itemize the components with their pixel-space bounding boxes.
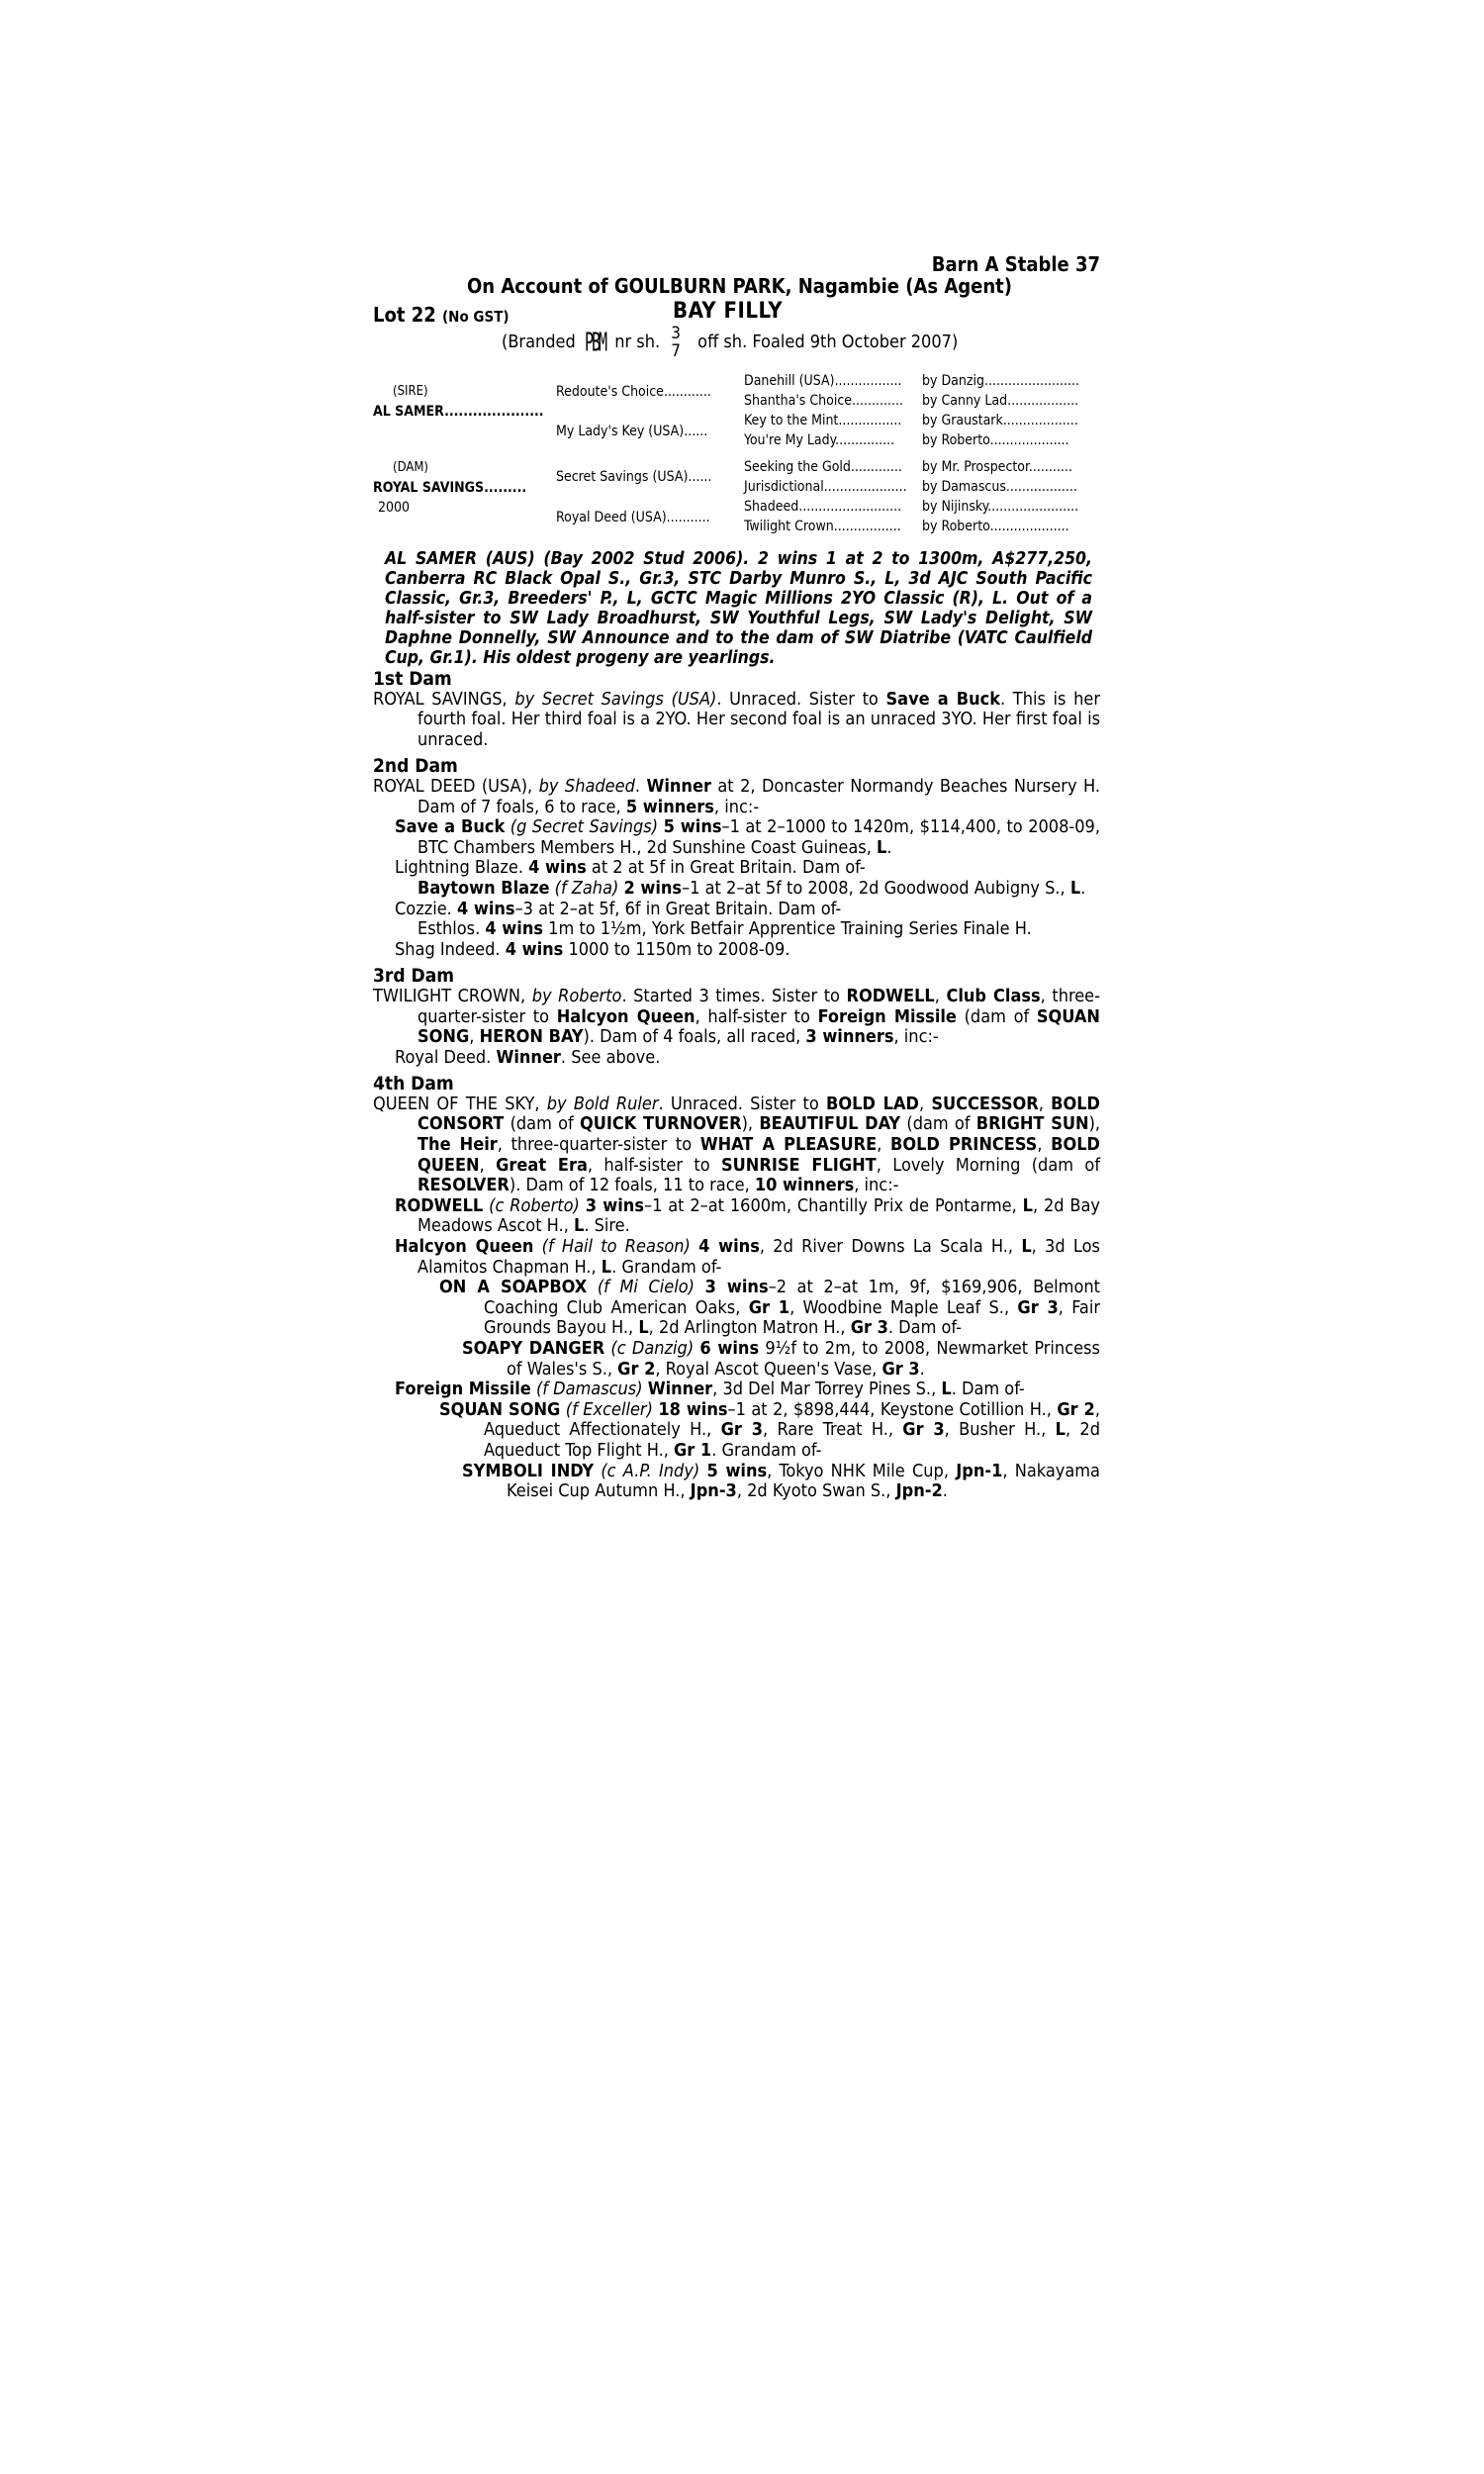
g3-6: by Nijinsky....................... bbox=[922, 499, 1079, 515]
g2-7: Twilight Crown................. bbox=[744, 519, 901, 534]
progeny-symboli-indy: SYMBOLI INDY (c A.P. Indy) 5 wins, Tokyo NHK Mile Cup, Jpn-1, Nakayama Keisei Cup Autumn H., Jpn-3, 2d Kyoto Swan S., Jpn-2. bbox=[462, 1460, 1100, 1502]
g3-1: by Canny Lad.................. bbox=[922, 393, 1079, 409]
g3-4-text: by Mr. Prospector bbox=[922, 459, 1029, 475]
dam3-entry: TWILIGHT CROWN, by Roberto. Started 3 times. Sister to RODWELL, Club Class, three-quarter-sister to Halcyon Queen, half-sister to Foreign Missile (dam of SQUAN SONG, HERON BAY). Dam of 4 foals, all raced, 3 winners, inc:- bbox=[373, 985, 1100, 1048]
progeny-halcyon-queen: Halcyon Queen (f Hail to Reason) 4 wins, 2d River Downs La Scala H., L, 3d Los Alamitos Chapman H., L. Grandam of- bbox=[395, 1236, 1100, 1278]
g3-2-text: by Graustark bbox=[922, 413, 1003, 428]
brand-mark-icon: PBM bbox=[584, 327, 606, 358]
gst-note: (No GST) bbox=[442, 308, 510, 326]
brand-fraction bbox=[671, 325, 681, 360]
g2-6: Shadeed.......................... bbox=[744, 499, 902, 515]
dam-label: (DAM) bbox=[393, 460, 428, 475]
g3-4: by Mr. Prospector........... bbox=[922, 459, 1072, 475]
g3-6-text: by Nijinsky bbox=[922, 499, 988, 515]
g3-7: by Roberto.................... bbox=[922, 519, 1069, 534]
sire-name: AL SAMER..................... bbox=[373, 404, 544, 420]
g2-2-text: Key to the Mint bbox=[744, 413, 839, 428]
g3-1-text: by Canny Lad bbox=[922, 393, 1008, 409]
g2-2: Key to the Mint................ bbox=[744, 413, 902, 428]
progeny-baytown-blaze: Baytown Blaze (f Zaha) 2 wins–1 at 2–at 5f to 2008, 2d Goodwood Aubigny S., L. bbox=[417, 877, 1086, 899]
lot-number bbox=[373, 303, 510, 327]
g2-5-text: Jurisdictional bbox=[744, 479, 824, 495]
g1-1-text: My Lady's Key (USA) bbox=[556, 424, 685, 439]
g2-3: You're My Lady............... bbox=[744, 432, 895, 448]
lot-label: Lot 22 bbox=[373, 303, 436, 327]
section-2nd-dam: 2nd Dam bbox=[373, 755, 458, 778]
g1-3-text: Royal Deed (USA) bbox=[556, 510, 667, 525]
frac-bottom: 7 bbox=[671, 341, 682, 361]
section-4th-dam: 4th Dam bbox=[373, 1073, 454, 1095]
g3-0-text: by Danzig bbox=[922, 373, 984, 389]
g2-1-text: Shantha's Choice bbox=[744, 393, 853, 409]
g3-5-text: by Damascus bbox=[922, 479, 1006, 495]
brand-prefix: (Branded bbox=[502, 332, 576, 352]
g2-5: Jurisdictional..................... bbox=[744, 479, 907, 495]
g2-6-text: Shadeed bbox=[744, 499, 799, 515]
g1-0: Redoute's Choice............ bbox=[556, 384, 711, 400]
dam1-entry: ROYAL SAVINGS, by Secret Savings (USA). Unraced. Sister to Save a Buck. This is her fourth foal. Her third foal is a 2YO. Her second foal is an unraced 3YO. Her first foal is unraced. bbox=[373, 688, 1100, 750]
g2-0-text: Danehill (USA) bbox=[744, 373, 835, 389]
progeny-foreign-missile: Foreign Missile (f Damascus) Winner, 3d Del Mar Torrey Pines S., L. Dam of- bbox=[395, 1379, 1025, 1400]
g1-2-text: Secret Savings (USA) bbox=[556, 469, 689, 485]
g2-1: Shantha's Choice............. bbox=[744, 393, 904, 409]
g3-2: by Graustark................... bbox=[922, 413, 1078, 428]
g2-7-text: Twilight Crown bbox=[744, 519, 834, 534]
barn-stable: Barn A Stable 37 bbox=[931, 252, 1100, 276]
pedigree-notes bbox=[373, 663, 1100, 1502]
frac-top: 3 bbox=[671, 324, 682, 343]
g1-3: Royal Deed (USA)........... bbox=[556, 510, 710, 525]
g3-5: by Damascus.................. bbox=[922, 479, 1077, 495]
vendor-account: On Account of GOULBURN PARK, Nagambie (As Agent) bbox=[467, 274, 1012, 298]
g2-4: Seeking the Gold............. bbox=[744, 459, 902, 475]
g3-3: by Roberto.................... bbox=[922, 432, 1069, 448]
dam-name: ROYAL SAVINGS......... bbox=[373, 480, 527, 496]
progeny-lightning-blaze: Lightning Blaze. 4 wins at 2 at 5f in Great Britain. Dam of- bbox=[395, 857, 866, 879]
dam-year: 2000 bbox=[378, 500, 411, 516]
g2-4-text: Seeking the Gold bbox=[744, 459, 851, 475]
g3-0: by Danzig........................ bbox=[922, 373, 1079, 389]
g1-1: My Lady's Key (USA)...... bbox=[556, 424, 708, 439]
sire-name-text: AL SAMER bbox=[373, 404, 445, 420]
section-1st-dam: 1st Dam bbox=[373, 668, 452, 690]
progeny-soapy-danger: SOAPY DANGER (c Danzig) 6 wins 9½f to 2m, to 2008, Newmarket Princess of Wales's S., Gr 2, Royal Ascot Queen's Vase, Gr 3. bbox=[462, 1338, 1100, 1380]
g2-3-text: You're My Lady bbox=[744, 432, 836, 448]
sire-label: (SIRE) bbox=[393, 384, 428, 399]
g2-0: Danehill (USA)................. bbox=[744, 373, 902, 389]
dam2-entry: ROYAL DEED (USA), by Shadeed. Winner at 2, Doncaster Normandy Beaches Nursery H. Dam of 7 foals, 6 to race, 5 winners, inc:- bbox=[373, 775, 1100, 817]
g3-7-text: by Roberto bbox=[922, 519, 990, 534]
progeny-rodwell: RODWELL (c Roberto) 3 wins–1 at 2–at 1600m, Chantilly Prix de Pontarme, L, 2d Bay Meadows Ascot H., L. Sire. bbox=[395, 1194, 1100, 1237]
brand-line bbox=[502, 325, 958, 360]
progeny-squan-song: SQUAN SONG (f Exceller) 18 wins–1 at 2, $898,444, Keystone Cotillion H., Gr 2, Aqueduct Affectionately H., Gr 3, Rare Treat H., Gr 3, Busher H., L, 2d Aqueduct Top Flight H., Gr 1. Grandam of- bbox=[439, 1398, 1100, 1461]
pedigree-table bbox=[373, 373, 1100, 546]
progeny-esthlos: Esthlos. 4 wins 1m to 1½m, York Betfair Apprentice Training Series Finale H. bbox=[417, 918, 1032, 940]
progeny-shag-indeed: Shag Indeed. 4 wins 1000 to 1150m to 2008-09. bbox=[395, 938, 790, 960]
g3-3-text: by Roberto bbox=[922, 432, 990, 448]
progeny-save-a-buck: Save a Buck (g Secret Savings) 5 wins–1 at 2–1000 to 1420m, $114,400, to 2008-09, BTC Chambers Members H., 2d Sunshine Coast Guineas, L. bbox=[395, 816, 1100, 858]
progeny-royal-deed: Royal Deed. Winner. See above. bbox=[395, 1046, 661, 1068]
g1-2: Secret Savings (USA)...... bbox=[556, 469, 712, 485]
page-title: BAY FILLY bbox=[673, 299, 784, 324]
brand-suffix: off sh. Foaled 9th October 2007) bbox=[697, 332, 959, 352]
brand-mid: nr sh. bbox=[614, 332, 661, 352]
progeny-on-a-soapbox: ON A SOAPBOX (f Mi Cielo) 3 wins–2 at 2–at 1m, 9f, $169,906, Belmont Coaching Club American Oaks, Gr 1, Woodbine Maple Leaf S., Gr 3, Fair Grounds Bayou H., L, 2d Arlington Matron H., Gr 3. Dam of- bbox=[439, 1277, 1101, 1339]
section-3rd-dam: 3rd Dam bbox=[373, 965, 455, 988]
progeny-cozzie: Cozzie. 4 wins–3 at 2–at 5f, 6f in Great Britain. Dam of- bbox=[395, 898, 842, 919]
sire-blurb: AL SAMER (AUS) (Bay 2002 Stud 2006). 2 wins 1 at 2 to 1300m, A$277,250, Canberra RC Black Opal S., Gr.3, STC Darby Munro S., L, 3d AJC South Pacific Classic, Gr.3, Breeders' P., L, GCTC Magic Millions 2YO Classic (R), L. Out of a half-sister to SW Lady Broadhurst, SW Youthful Legs, SW Lady's Delight, SW Daphne Donnelly, SW Announce and to the dam of SW Diatribe (VATC Caulfield Cup, Gr.1). His oldest progeny are yearlings. bbox=[385, 549, 1092, 668]
dam4-entry: QUEEN OF THE SKY, by Bold Ruler. Unraced. Sister to BOLD LAD, SUCCESSOR, BOLD CONSORT (dam of QUICK TURNOVER), BEAUTIFUL DAY (dam of BRIGHT SUN), The Heir, three-quarter-sister to WHAT A PLEASURE, BOLD PRINCESS, BOLD QUEEN, Great Era, half-sister to SUNRISE FLIGHT, Lovely Morning (dam of RESOLVER). Dam of 12 foals, 11 to race, 10 winners, inc:- bbox=[373, 1093, 1101, 1196]
dam-name-text: ROYAL SAVINGS bbox=[373, 480, 485, 496]
g1-0-text: Redoute's Choice bbox=[556, 384, 664, 400]
